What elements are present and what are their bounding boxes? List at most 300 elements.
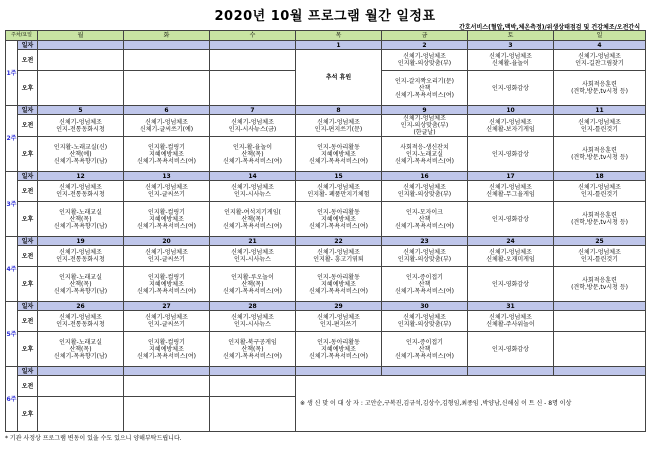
program-cell	[382, 267, 468, 302]
date-cell	[468, 367, 554, 376]
date-cell	[124, 367, 210, 376]
program-line: 신체활-보자기게임	[486, 125, 535, 133]
program-line: 신체기-목욕서비스(여)	[309, 287, 369, 295]
date-cell: 7	[210, 106, 296, 115]
program-line: 신체활-주사위놀이	[486, 321, 535, 328]
date-row	[6, 106, 646, 115]
program-cell	[210, 332, 296, 367]
program-cell	[468, 246, 554, 267]
am-row	[6, 376, 646, 397]
program-line: 지혜예방체조	[321, 215, 356, 223]
program-cell	[124, 376, 210, 397]
program-line: 인지-시사뉴스(금)	[228, 125, 277, 133]
program-line: 인지-영화감상	[492, 280, 529, 288]
program-cell	[296, 202, 382, 237]
date-cell: 29	[296, 302, 382, 311]
program-line: 인지-글씨쓰기	[148, 256, 185, 263]
program-cell	[554, 246, 646, 267]
program-line: 신체기-목욕서비스(여)	[309, 222, 369, 230]
program-line: 인지-증이접기	[406, 338, 443, 346]
program-line: 신체활-오재미게임	[486, 256, 535, 263]
header-day: 일	[554, 31, 646, 41]
date-cell: 5	[38, 106, 124, 115]
program-line: 산책(목)	[69, 280, 92, 288]
program-cell	[38, 397, 124, 432]
date-cell: 18	[554, 172, 646, 181]
program-cell	[468, 115, 554, 137]
footer-note: * 기관 사정상 프로그램 변동이 있을 수도 있으니 양해부탁드립니다.	[5, 435, 182, 442]
program-line: 인지-틀린것기	[581, 256, 618, 263]
program-line: 지혜예방체조	[321, 345, 356, 353]
program-cell	[124, 311, 210, 332]
program-line: 신체기-엉넘체조	[59, 314, 102, 321]
program-cell	[38, 181, 124, 202]
program-line: 인지-전통동화시청	[56, 321, 105, 328]
program-line: 산책	[418, 345, 431, 353]
program-line: 신체기-엉넘체조	[231, 184, 274, 191]
program-line: 산책	[418, 280, 431, 288]
program-line: 인지-길찬그림찾기	[575, 60, 624, 67]
program-cell	[38, 376, 124, 397]
program-line: 인지-증이접기	[406, 273, 443, 281]
program-cell	[382, 115, 468, 137]
date-cell: 31	[468, 302, 554, 311]
program-cell	[210, 202, 296, 237]
program-line: 인지활-북구공게임	[228, 338, 277, 346]
program-cell	[296, 311, 382, 332]
program-line: 사회적응훈련	[582, 81, 617, 88]
program-line: 신체기-엉넘체조	[317, 118, 360, 126]
program-cell	[210, 311, 296, 332]
program-line: 인지활-컬링기	[148, 338, 185, 346]
program-line: 인지-영화감상	[492, 150, 529, 158]
program-line: 인지-동아리활동	[317, 208, 360, 216]
program-cell	[468, 71, 554, 106]
program-line: 신체기-엉넘체조	[403, 115, 446, 122]
program-line: 인지-노래교실	[406, 150, 443, 158]
program-line: 산책	[418, 215, 431, 223]
program-line: 신체기-엉넘체조	[317, 249, 360, 256]
program-cell	[554, 311, 646, 332]
date-cell: 13	[124, 172, 210, 181]
program-line: 인지-편지쓰기	[320, 321, 357, 328]
program-line: 인지활-의상맞춤(부)	[397, 60, 452, 67]
date-cell: 17	[468, 172, 554, 181]
program-line: 신체기-글씨쓰기(예)	[139, 125, 194, 133]
program-line: 인지-전통동화시청	[56, 256, 105, 263]
program-line: 인지활-노래교실	[59, 273, 102, 281]
date-cell: 22	[296, 237, 382, 246]
program-line: 인지활-의상맞춤(부)	[397, 191, 452, 198]
program-line: (견학,방문,tv시청 등)	[571, 88, 628, 95]
date-row	[6, 302, 646, 311]
slot-label-day: 일자	[18, 367, 38, 376]
week-label: 3주	[6, 172, 18, 237]
date-cell: 24	[468, 237, 554, 246]
holiday-cell: 추석 휴원	[296, 50, 382, 106]
am-row	[6, 115, 646, 137]
page-title: 2020년 10월 프로그램 월간 일정표	[214, 9, 436, 24]
program-cell	[554, 181, 646, 202]
program-line: 신체기-엉넘체조	[231, 314, 274, 321]
am-row	[6, 181, 646, 202]
program-line: (견학,방문,tv시청 등)	[571, 154, 628, 161]
program-line: 인지-시사뉴스	[234, 191, 271, 198]
program-line: 산책(목)	[241, 150, 264, 158]
program-line: 신체기-목욕서비스(여)	[137, 287, 197, 295]
program-line: 신체기-엉넘체조	[489, 249, 532, 256]
date-cell: 12	[38, 172, 124, 181]
program-line: 신체기-엉넘체조	[231, 118, 274, 126]
slot-label-pm: 오후	[18, 267, 38, 302]
program-line: 지혜예방체조	[321, 280, 356, 288]
program-cell	[468, 311, 554, 332]
program-cell	[38, 202, 124, 237]
program-line: 신체활-율놀이	[492, 60, 529, 67]
program-cell	[468, 332, 554, 367]
program-cell	[38, 311, 124, 332]
program-line: 신체기-목욕서비스(여)	[223, 222, 283, 230]
program-line: (견학,방문,tv시청 등)	[571, 219, 628, 226]
date-cell	[554, 367, 646, 376]
program-cell	[382, 50, 468, 71]
program-line: 신체기-엉넘체조	[59, 249, 102, 256]
program-line: 사회적응훈련	[582, 212, 617, 219]
program-cell	[382, 137, 468, 172]
program-line: 지혜예방체조	[149, 150, 184, 158]
program-cell	[210, 71, 296, 106]
program-cell	[210, 137, 296, 172]
date-cell: 15	[296, 172, 382, 181]
program-line: 산책(목)	[241, 215, 264, 223]
slot-label-pm: 오후	[18, 332, 38, 367]
program-cell	[124, 202, 210, 237]
program-line: 신체기-엉넘체조	[489, 118, 532, 126]
date-cell: 27	[124, 302, 210, 311]
program-line: 신체기-엉넘체조	[403, 53, 446, 60]
slot-label-day: 일자	[18, 172, 38, 181]
program-line: 신체기-엉넘체조	[317, 184, 360, 191]
program-line: 신체기-엉넘체조	[489, 53, 532, 60]
program-line: 신체기-엉넘체조	[145, 184, 188, 191]
program-line: 신체기-엉넘체조	[317, 314, 360, 321]
program-line: 인지활-컬링기	[148, 208, 185, 216]
date-cell: 20	[124, 237, 210, 246]
slot-label-am: 오전	[18, 376, 38, 397]
program-cell	[124, 246, 210, 267]
program-line: 신체기-엉넘체조	[403, 184, 446, 191]
program-cell	[554, 50, 646, 71]
program-cell	[554, 267, 646, 302]
program-cell	[554, 332, 646, 367]
program-line: 인지-틀린것기	[581, 125, 618, 133]
program-line: 신체기-목욕향기(남)	[53, 157, 108, 165]
program-line: 지혜예방체조	[149, 215, 184, 223]
program-cell	[124, 115, 210, 137]
program-cell	[468, 202, 554, 237]
program-line: 신체기-엉넘체조	[145, 249, 188, 256]
date-row	[6, 237, 646, 246]
program-cell	[38, 332, 124, 367]
date-cell: 2	[382, 41, 468, 50]
program-line: 인지활-여석지기게임(	[224, 208, 281, 216]
program-cell	[124, 71, 210, 106]
date-row	[6, 172, 646, 181]
week-label: 6주	[6, 367, 18, 432]
date-cell	[38, 367, 124, 376]
program-line: 신체기-엉넘체조	[578, 118, 621, 126]
program-cell	[124, 181, 210, 202]
program-cell	[382, 332, 468, 367]
program-cell	[554, 115, 646, 137]
program-cell	[38, 71, 124, 106]
slot-label-day: 일자	[18, 106, 38, 115]
program-line: 인지-모자이크	[406, 208, 443, 216]
program-line: 신체기-목욕서비스(여)	[137, 157, 197, 165]
program-line: 인지-영화감상	[492, 215, 529, 223]
date-cell: 28	[210, 302, 296, 311]
date-cell	[38, 41, 124, 50]
pm-row	[6, 137, 646, 172]
program-line: 지혜예방체조	[149, 345, 184, 353]
program-line: 인지활-노래교실(신)	[53, 143, 108, 151]
program-line: 신체기-엉넘체조	[145, 314, 188, 321]
program-line: 산책(목)	[69, 345, 92, 353]
schedule-table	[5, 30, 646, 432]
slot-label-am: 오전	[18, 311, 38, 332]
program-line: 신체기-목욕서비스(여)	[395, 287, 455, 295]
program-line: 인지-틀린것기	[581, 191, 618, 198]
program-cell	[124, 267, 210, 302]
header-day: 토	[468, 31, 554, 41]
header-day: 월	[38, 31, 124, 41]
date-cell: 19	[38, 237, 124, 246]
program-line: 신체기-목욕서비스(여)	[309, 157, 369, 165]
program-line: 인지-영화감상	[492, 345, 529, 353]
program-cell	[124, 332, 210, 367]
program-line: 산책	[418, 84, 431, 92]
slot-label-pm: 오후	[18, 202, 38, 237]
week-label: 2주	[6, 106, 18, 172]
program-cell	[382, 71, 468, 106]
date-cell	[210, 367, 296, 376]
program-line: 신체기-목욕향기(남)	[53, 287, 108, 295]
program-line: 지혜예방체조	[321, 150, 356, 158]
slot-label-am: 오전	[18, 115, 38, 137]
program-line: 신체기-엉넘체조	[403, 249, 446, 256]
program-cell	[124, 137, 210, 172]
date-cell	[554, 302, 646, 311]
program-line: 신체기-엉넘체조	[59, 118, 102, 126]
program-cell	[210, 181, 296, 202]
week-label: 4주	[6, 237, 18, 302]
slot-label-day: 일자	[18, 41, 38, 50]
program-line: 사회적응훈련	[582, 277, 617, 284]
program-line: 인지-시사뉴스	[234, 256, 271, 263]
program-line: 신체기-목욕서비스(여)	[223, 157, 283, 165]
program-line: 인지활- 폐품만지기체험	[307, 191, 370, 198]
program-line: 신체기-엉넘체조	[578, 184, 621, 191]
program-cell	[296, 246, 382, 267]
program-line: 사회적응-생신잔치	[400, 143, 449, 151]
program-line: 인지-글씨쓰기	[148, 321, 185, 328]
birthday-note: ※ 생 신 맞 이 대 상 자 : 고안순,구복진,김규석,김상수,김형임,최종임 ,박양남,신해심 이 트 신 - 8명 이상	[296, 376, 646, 432]
date-row	[6, 367, 646, 376]
program-line: 산책(예)	[69, 150, 92, 158]
slot-label-pm: 오후	[18, 71, 38, 106]
date-cell: 9	[382, 106, 468, 115]
program-line: 인지활-노래교실	[59, 338, 102, 346]
program-line: 신체기-목욕향기(남)	[53, 222, 108, 230]
program-line: 인지활- 흥고기엮퇴	[313, 256, 364, 263]
program-line: 신체기-목욕서비스(여)	[309, 352, 369, 360]
date-cell: 1	[296, 41, 382, 50]
date-cell: 4	[554, 41, 646, 50]
program-line: 신체기-엉넘체조	[489, 184, 532, 191]
date-cell: 3	[468, 41, 554, 50]
program-line: 신체기-목욕서비스(여)	[395, 222, 455, 230]
program-line: 신체기-엉넘체조	[489, 314, 532, 321]
program-line: 신체기-목욕서비스(여)	[395, 352, 455, 360]
program-cell	[210, 267, 296, 302]
date-cell: 6	[124, 106, 210, 115]
program-line: 신체기-목욕향기(남)	[53, 352, 108, 360]
program-line: 인지-동아리활동	[317, 143, 360, 151]
slot-label-day: 일자	[18, 237, 38, 246]
date-row	[6, 41, 646, 50]
slot-label-day: 일자	[18, 302, 38, 311]
program-cell	[296, 181, 382, 202]
header-day: 화	[124, 31, 210, 41]
week-label: 5주	[6, 302, 18, 367]
program-cell	[38, 246, 124, 267]
program-line: 신체기-엉넘체조	[403, 314, 446, 321]
pm-row	[6, 202, 646, 237]
header-day: 수	[210, 31, 296, 41]
program-line: 신체기-엉넘체조	[231, 249, 274, 256]
slot-label-am: 오전	[18, 246, 38, 267]
program-cell	[554, 202, 646, 237]
program-line: 인지활-루오놀이	[231, 273, 274, 281]
slot-label-am: 오전	[18, 50, 38, 71]
program-line: 인지활-컬링기	[148, 143, 185, 151]
program-line: 신체활-무그율게임	[486, 191, 535, 198]
program-line: 신체기-엉넘체조	[59, 184, 102, 191]
am-row	[6, 50, 646, 71]
program-line: 지혜예방체조	[149, 280, 184, 288]
program-cell	[382, 181, 468, 202]
program-line: 인지활-의상맞춤(부)	[397, 256, 452, 263]
date-cell	[124, 41, 210, 50]
header-corner: 주차/요일	[6, 31, 38, 41]
program-line: 사회적응훈련	[582, 147, 617, 154]
am-row	[6, 246, 646, 267]
program-line: 신체기-목욕서비스(여)	[223, 352, 283, 360]
program-line: 신체기-목욕서비스(여)	[137, 222, 197, 230]
program-line: (한글날)	[413, 129, 436, 136]
am-row	[6, 311, 646, 332]
program-cell	[382, 311, 468, 332]
header-day: 목	[296, 31, 382, 41]
pm-row	[6, 332, 646, 367]
program-line: 인지활-컬링기	[148, 273, 185, 281]
date-cell: 14	[210, 172, 296, 181]
program-cell	[210, 50, 296, 71]
header-day: 금	[382, 31, 468, 41]
date-cell	[296, 367, 382, 376]
program-cell	[38, 50, 124, 71]
date-cell	[382, 367, 468, 376]
program-cell	[382, 246, 468, 267]
program-line: 인지-갈지짝오리기(문)	[395, 77, 455, 85]
program-cell	[210, 397, 296, 432]
program-line: 신체기-목욕서비스(여)	[137, 352, 197, 360]
week-label: 1주	[6, 41, 18, 106]
program-line: 신체기-엉넘체조	[578, 53, 621, 60]
subtitle: 간호서비스(혈압,맥박,체온측정)/위생상태점검 및 건강체조/오전간식	[459, 24, 640, 31]
date-cell: 8	[296, 106, 382, 115]
slot-label-pm: 오후	[18, 137, 38, 172]
program-line: 인지-동아리활동	[317, 273, 360, 281]
pm-row	[6, 267, 646, 302]
program-line: 신체기-목욕서비스(여)	[395, 157, 455, 165]
date-cell: 26	[38, 302, 124, 311]
program-line: 산책(목)	[241, 345, 264, 353]
program-line: 인지-전통동화시청	[56, 191, 105, 198]
date-cell: 21	[210, 237, 296, 246]
date-cell: 10	[468, 106, 554, 115]
program-cell	[210, 376, 296, 397]
program-line: 신체기-엉넘체조	[578, 249, 621, 256]
slot-label-am: 오전	[18, 181, 38, 202]
program-line: (견학,방문,tv시청 등)	[571, 284, 628, 291]
program-cell	[124, 50, 210, 71]
date-cell: 30	[382, 302, 468, 311]
program-cell	[468, 181, 554, 202]
program-line: 인지-의상맞춤(부)	[400, 122, 449, 129]
program-line: 산책(목)	[241, 280, 264, 288]
program-line: 인지-영화감상	[492, 84, 529, 92]
program-line: 산책(목)	[69, 215, 92, 223]
program-line: 인지-글씨쓰기	[148, 191, 185, 198]
program-cell	[124, 397, 210, 432]
program-line: 인지활-의상맞춤(부)	[397, 321, 452, 328]
program-cell	[296, 267, 382, 302]
date-cell	[210, 41, 296, 50]
program-cell	[468, 267, 554, 302]
program-line: 인지-동아리활동	[317, 338, 360, 346]
date-cell: 11	[554, 106, 646, 115]
program-line: 신체기-목욕서비스(여)	[223, 287, 283, 295]
program-cell	[382, 202, 468, 237]
program-cell	[38, 115, 124, 137]
date-cell: 23	[382, 237, 468, 246]
program-cell	[296, 137, 382, 172]
program-cell	[468, 50, 554, 71]
program-line: 인지-시사뉴스	[234, 321, 271, 328]
program-line: 인지-편지쓰기(문)	[314, 125, 363, 133]
program-cell	[468, 137, 554, 172]
program-cell	[38, 137, 124, 172]
program-cell	[296, 332, 382, 367]
program-line: 인지활-노래교실	[59, 208, 102, 216]
program-cell	[210, 115, 296, 137]
program-cell	[210, 246, 296, 267]
program-cell	[554, 71, 646, 106]
slot-label-pm: 오후	[18, 397, 38, 432]
program-line: 인지-전통동화시청	[56, 125, 105, 133]
header-row	[6, 31, 646, 41]
